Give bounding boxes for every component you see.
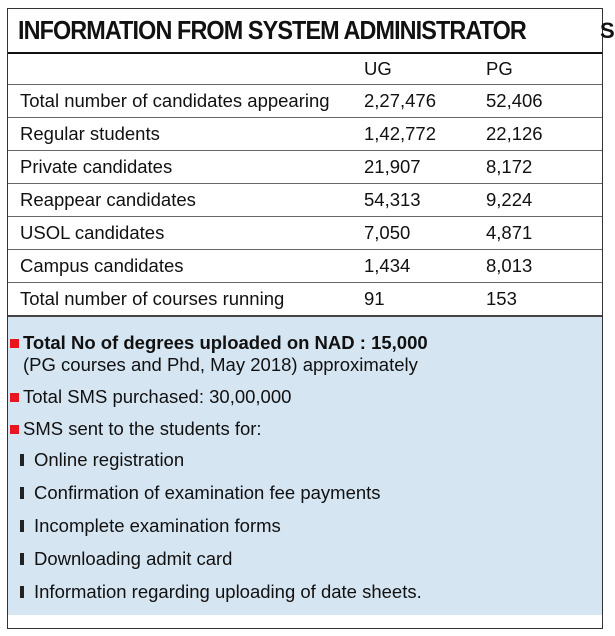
red-square-bullet-icon: [10, 339, 19, 348]
row-ug-value: 2,27,476: [364, 85, 486, 118]
list-item-text: Incomplete examination forms: [34, 515, 281, 536]
page-title: INFORMATION FROM SYSTEM ADMINISTRATOR: [18, 15, 526, 45]
black-bar-bullet-icon: [20, 454, 24, 466]
row-pg-value: 8,013: [486, 250, 602, 283]
row-label: Total number of courses running: [8, 283, 364, 317]
row-ug-value: 7,050: [364, 217, 486, 250]
list-item: [8, 581, 602, 603]
black-bar-bullet-icon: [20, 553, 24, 565]
row-label: Private candidates: [8, 151, 364, 184]
note-sms-sent: [8, 418, 602, 440]
list-item: [8, 515, 602, 537]
row-ug-value: 54,313: [364, 184, 486, 217]
table-header-row: [8, 54, 602, 85]
row-pg-value: 4,871: [486, 217, 602, 250]
row-ug-value: 21,907: [364, 151, 486, 184]
note-sms-purchased: [8, 386, 602, 408]
info-box: [7, 8, 603, 629]
row-pg-value: 9,224: [486, 184, 602, 217]
note-degrees: [8, 332, 602, 376]
row-ug-value: 1,434: [364, 250, 486, 283]
list-item: [8, 548, 602, 570]
row-label: Total number of candidates appearing: [8, 85, 364, 118]
black-bar-bullet-icon: [20, 586, 24, 598]
sms-sent-text: SMS sent to the students for:: [23, 418, 262, 439]
table-row: [8, 151, 602, 184]
row-label: Regular students: [8, 118, 364, 151]
notes-panel: [8, 317, 602, 615]
red-square-bullet-icon: [10, 393, 19, 402]
table-row: [8, 217, 602, 250]
degrees-detail-text: (PG courses and Phd, May 2018) approximately: [23, 354, 418, 375]
row-pg-value: 52,406: [486, 85, 602, 118]
list-item-text: Confirmation of examination fee payments: [34, 482, 381, 503]
stats-table: [8, 54, 602, 317]
row-ug-value: 1,42,772: [364, 118, 486, 151]
table-row: [8, 118, 602, 151]
row-pg-value: 153: [486, 283, 602, 317]
sms-items-list: [8, 449, 602, 603]
row-label: USOL candidates: [8, 217, 364, 250]
row-ug-value: 91: [364, 283, 486, 317]
row-pg-value: 8,172: [486, 151, 602, 184]
list-item-text: Downloading admit card: [34, 548, 233, 569]
cropped-edge-letter: S: [600, 18, 615, 43]
row-pg-value: 22,126: [486, 118, 602, 151]
column-header-label: [8, 54, 364, 85]
column-header-ug: UG: [364, 54, 486, 85]
row-label: Reappear candidates: [8, 184, 364, 217]
black-bar-bullet-icon: [20, 487, 24, 499]
header: [8, 9, 602, 54]
table-row: [8, 283, 602, 317]
table-row: [8, 184, 602, 217]
table-row: [8, 85, 602, 118]
list-item: [8, 449, 602, 471]
black-bar-bullet-icon: [20, 520, 24, 532]
red-square-bullet-icon: [10, 425, 19, 434]
degrees-uploaded-text: Total No of degrees uploaded on NAD : 15,000: [23, 332, 428, 353]
table-row: [8, 250, 602, 283]
column-header-pg: PG: [486, 54, 602, 85]
row-label: Campus candidates: [8, 250, 364, 283]
sms-purchased-text: Total SMS purchased: 30,00,000: [23, 386, 292, 407]
list-item-text: Information regarding uploading of date sheets.: [34, 581, 422, 602]
list-item-text: Online registration: [34, 449, 185, 470]
list-item: [8, 482, 602, 504]
